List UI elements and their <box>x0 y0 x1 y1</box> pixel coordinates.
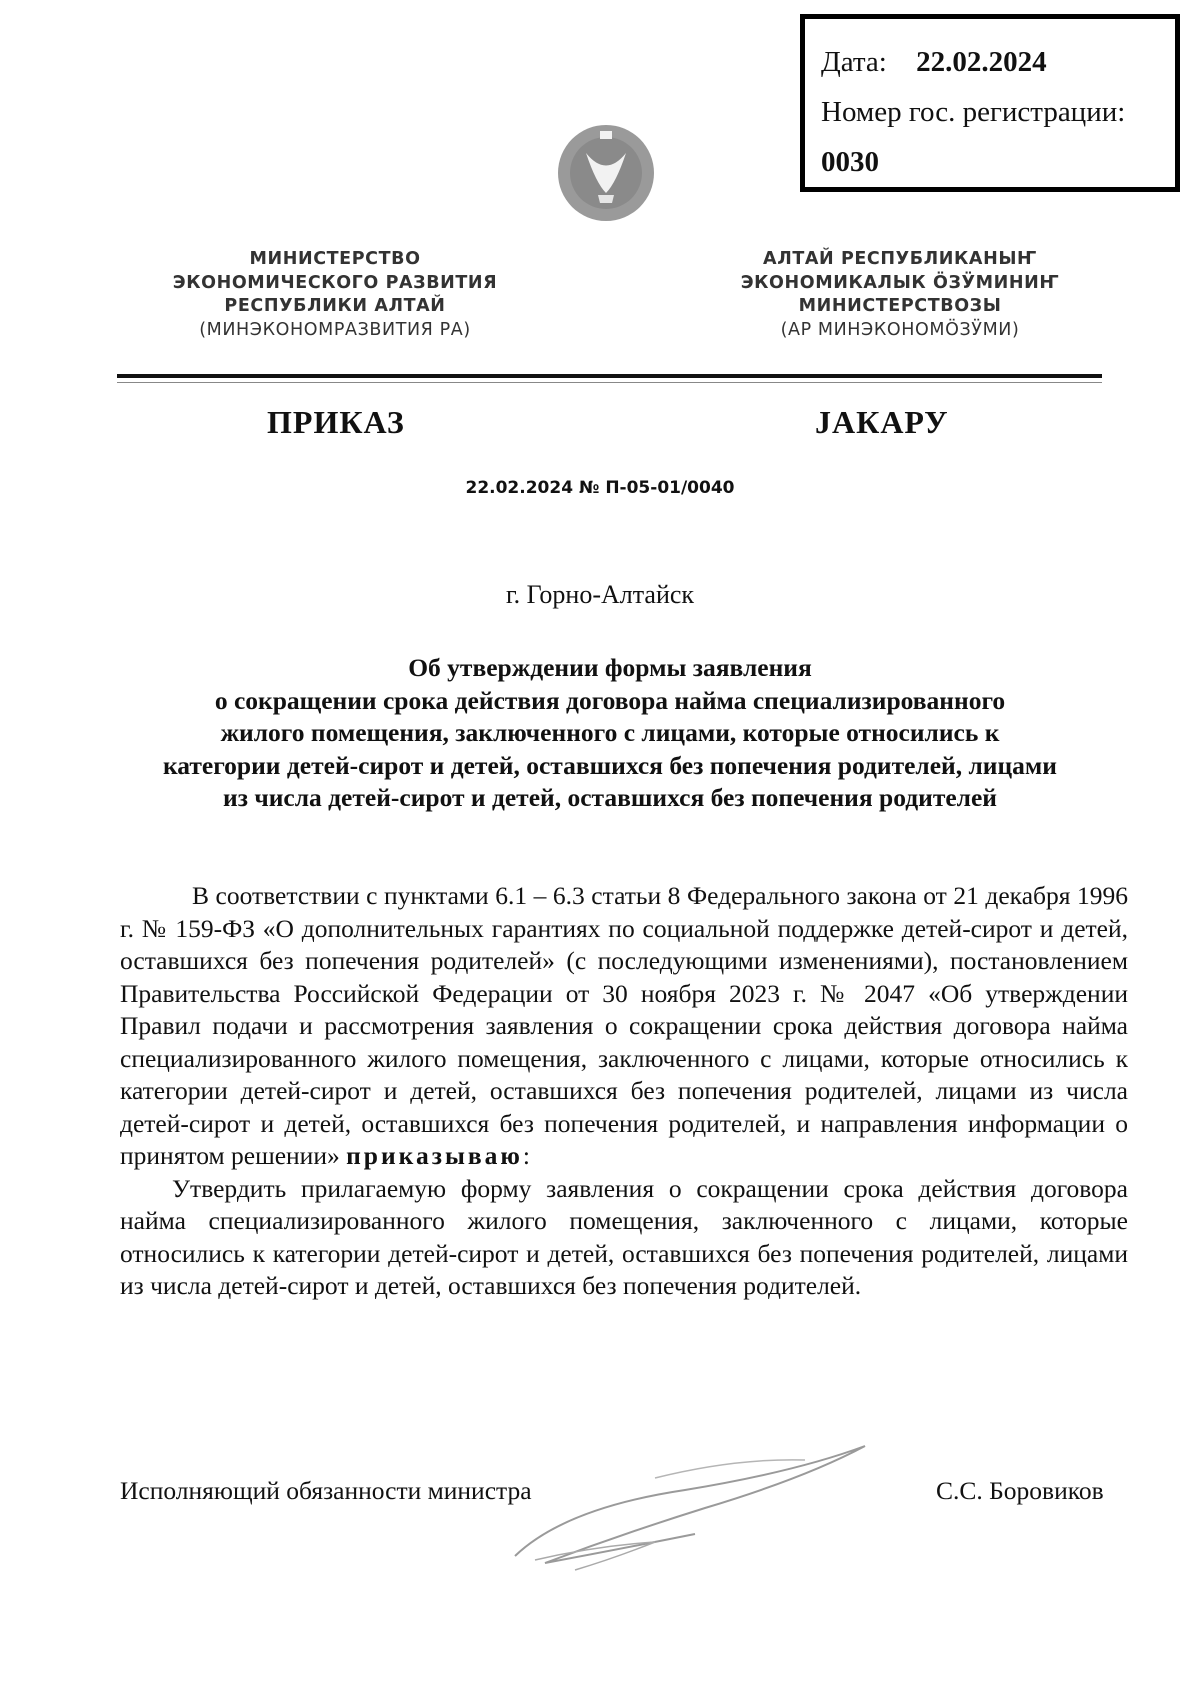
header-divider <box>117 374 1102 378</box>
ministry-abbreviation: (АР МИНЭКОНОМӦЗӰМИ) <box>780 319 1020 340</box>
subject-line: жилого помещения, заключенного с лицами, которые относились к <box>220 718 1000 747</box>
signatory-name: С.С. Боровиков <box>936 1476 1104 1505</box>
ministry-name-altai <box>700 248 1100 342</box>
order-word: приказываю <box>346 1141 523 1170</box>
body-text: В соответствии с пунктами 6.1 – 6.3 статьи 8 Федерального закона от 21 декабря 1996 г. № 159-ФЗ «О дополнительных гарантиях по социальной поддержке детей-сирот и детей, оставшихся без попечения родителей» (с последующими изменениями), постановлением Правительства Российской Федерации от 30 ноября 2023 г. № 2047 «Об утверждении Правил подачи и рассмотрения заявления о сокращении срока действия договора найма специализированного жилого помещения, заключенного с лицами, которые относились к категории детей-сирот и детей, оставшихся без попечения родителей, лицами из числа детей-сирот и детей, оставшихся без попечения родителей, и направления информации о принятом решении» <box>120 881 1128 1170</box>
ministry-name-line: РЕСПУБЛИКИ АЛТАЙ <box>224 296 446 316</box>
handwritten-signature <box>505 1438 885 1578</box>
subject-line: из числа детей-сирот и детей, оставшихся без попечения родителей <box>223 783 997 812</box>
ministry-name-russian <box>130 248 540 342</box>
signatory-role: Исполняющий обязанности министра <box>120 1476 532 1505</box>
registration-number-value: 0030 <box>821 146 879 178</box>
ministry-name-line: ЭКОНОМИКАЛЫК ӦЗӰМИНИҤ <box>740 272 1060 293</box>
header-divider-thin <box>117 382 1102 383</box>
body-paragraph: Утвердить прилагаемую форму заявления о сокращении срока действия договора найма специализированного жилого помещения, заключенного с лицами, которые относились к категории детей-сирот и детей, оставшихся без попечения родителей, лицами из числа детей-сирот и детей, оставшихся без попечения родителей. <box>120 1173 1128 1300</box>
ministry-abbreviation: (МИНЭКОНОМРАЗВИТИЯ РА) <box>199 319 471 340</box>
document-type-altai: ЈАКАРУ <box>815 404 949 440</box>
document-type-russian: ПРИКАЗ <box>267 404 405 440</box>
subject-line: Об утверждении формы заявления <box>408 653 812 682</box>
order-colon: : <box>522 1141 530 1170</box>
city: г. Горно-Алтайск <box>505 580 695 609</box>
subject-line: категории детей-сирот и детей, оставшихся без попечения родителей, лицами <box>163 750 1057 780</box>
registration-date-value: 22.02.2024 <box>916 46 1047 78</box>
order-subject <box>120 652 1100 815</box>
coat-of-arms-icon <box>556 123 656 223</box>
order-body <box>120 880 1128 1303</box>
ministry-name-line: ЭКОНОМИЧЕСКОГО РАЗВИТИЯ <box>172 272 498 293</box>
registration-date-label: Дата: <box>821 46 887 78</box>
ministry-name-line: АЛТАЙ РЕСПУБЛИКАНЫҤ <box>763 249 1037 269</box>
registration-date-row <box>821 37 1159 87</box>
body-paragraph <box>120 880 1128 1173</box>
subject-line: о сокращении срока действия договора найма специализированного <box>214 685 1006 715</box>
ministry-name-line: МИНИСТЕРСТВО <box>249 249 421 269</box>
registration-number-label: Номер гос. регистрации: <box>821 96 1126 128</box>
registration-box <box>800 14 1180 192</box>
ministry-name-line: МИНИСТЕРСТВОЗЫ <box>798 296 1002 316</box>
order-number: 22.02.2024 № П-05-01/0040 <box>465 478 735 498</box>
